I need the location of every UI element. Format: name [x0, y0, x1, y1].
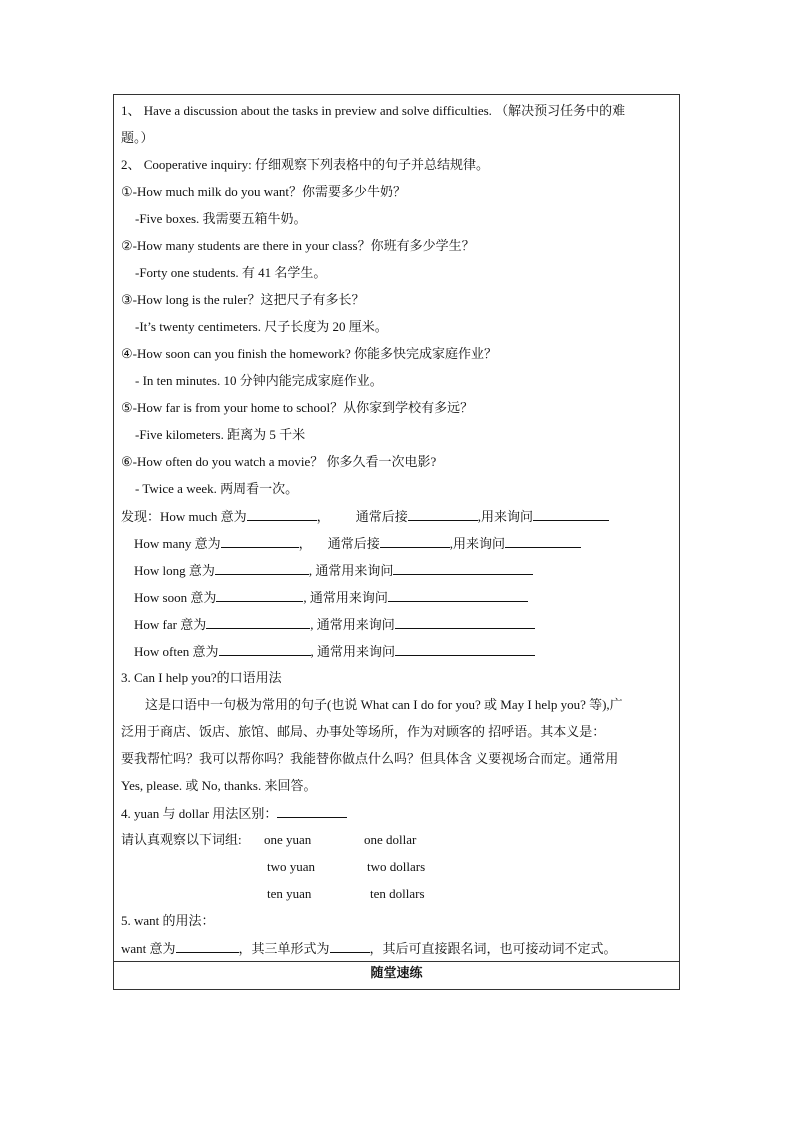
- blank-meaning[interactable]: [221, 535, 299, 548]
- section3-paragraph-line1: 这是口语中一句极为常用的句子(也说 What can I do for you? 或 May I help you? 等),广: [145, 697, 623, 712]
- blank-used-to-ask[interactable]: [388, 589, 528, 602]
- section1-line1: 1、 Have a discussion about the tasks in preview and solve difficulties. （解决预习任务中的难: [121, 103, 626, 118]
- blank-used-to-ask[interactable]: [395, 643, 535, 656]
- section3-title: 3. Can I help you?的口语用法: [121, 670, 282, 685]
- blank-meaning[interactable]: [219, 643, 311, 656]
- example-answer-5: -Five kilometers. 距离为 5 千米: [135, 427, 306, 442]
- phrase-right-1: one dollar: [364, 832, 417, 847]
- example-question-6: ⑥-How often do you watch a movie？ 你多久看一次电影?: [121, 454, 437, 469]
- phrase-left-2: two yuan: [267, 859, 316, 874]
- blank-meaning[interactable]: [215, 562, 309, 575]
- example-answer-2: -Forty one students. 有 41 名学生。: [135, 265, 327, 280]
- finding-label: How soon 意为: [134, 590, 217, 605]
- section4-title: 4. yuan 与 dollar 用法区别：: [121, 806, 278, 821]
- blank-difference[interactable]: [277, 805, 347, 818]
- example-answer-4: - In ten minutes. 10 分钟内能完成家庭作业。: [135, 373, 383, 388]
- finding-label: , 通常用来询问: [310, 644, 396, 659]
- blank-used-to-ask[interactable]: [505, 535, 581, 548]
- blank-meaning[interactable]: [247, 508, 317, 521]
- blank-used-to-ask[interactable]: [533, 508, 609, 521]
- finding-label: How long 意为: [134, 563, 215, 578]
- example-answer-1: -Five boxes. 我需要五箱牛奶。: [135, 211, 307, 226]
- section5-sentence: [121, 940, 617, 957]
- blank-followed-by[interactable]: [380, 535, 450, 548]
- finding-label: 发现：How much 意为: [121, 509, 247, 524]
- phrase-left-3: ten yuan: [267, 886, 312, 901]
- want-label: want 意为: [121, 941, 176, 956]
- blank-meaning[interactable]: [216, 589, 303, 602]
- finding-label: ,用来询问: [477, 509, 533, 524]
- finding-row-how-often: [134, 643, 535, 660]
- blank-meaning[interactable]: [206, 616, 310, 629]
- finding-label: How many 意为: [134, 536, 221, 551]
- finding-label: , 通常用来询问: [303, 590, 388, 605]
- example-question-2: ②-How many students are there in your class？你班有多少学生？: [121, 238, 475, 253]
- finding-label: How often 意为: [134, 644, 219, 659]
- example-question-5: ⑤-How far is from your home to school？从你家到学校有多远？: [121, 400, 474, 415]
- finding-row-how-many: [134, 535, 581, 552]
- blank-used-to-ask[interactable]: [393, 562, 533, 575]
- example-question-1: ①-How much milk do you want？你需要多少牛奶？: [121, 184, 406, 199]
- comma: ，: [298, 536, 312, 551]
- finding-label: , 通常用来询问: [308, 563, 394, 578]
- example-question-3: ③-How long is the ruler？这把尺子有多长？: [121, 292, 365, 307]
- finding-label: ,用来询问: [449, 536, 505, 551]
- blank-want-meaning[interactable]: [176, 940, 239, 953]
- blank-third-person-form[interactable]: [330, 940, 370, 953]
- phrase-right-3: ten dollars: [370, 886, 425, 901]
- practice-section-title: 随堂速练: [370, 965, 423, 980]
- finding-label: How far 意为: [134, 617, 207, 632]
- phrase-left-1: one yuan: [264, 832, 312, 847]
- finding-label: , 通常用来询问: [310, 617, 395, 632]
- section4-title-row: [121, 805, 347, 822]
- blank-used-to-ask[interactable]: [395, 616, 535, 629]
- section3-paragraph-line4: Yes, please. 或 No, thanks. 来回答。: [121, 778, 317, 793]
- blank-followed-by[interactable]: [408, 508, 478, 521]
- example-question-4: ④-How soon can you finish the homework? 你能多快完成家庭作业？: [121, 346, 497, 361]
- finding-label: 通常后接: [327, 536, 380, 551]
- finding-row-how-soon: [134, 589, 528, 606]
- usage-note: ，其后可直接跟名词，也可接动词不定式。: [369, 941, 617, 956]
- section5-title: 5. want 的用法：: [121, 913, 215, 928]
- section3-paragraph-line3: 要我帮忙吗？我可以帮你吗？我能替你做点什么吗？但具体含 义要视场合而定。通常用: [121, 751, 619, 766]
- finding-label: 通常后接: [355, 509, 408, 524]
- table-divider: [114, 961, 679, 962]
- section4-prompt: 请认真观察以下词组:: [121, 832, 242, 847]
- worksheet-table: [113, 94, 680, 990]
- section1-line2: 题。）: [121, 130, 154, 145]
- comma: ，: [316, 509, 330, 524]
- finding-row-how-much: [121, 508, 609, 525]
- third-person-label: ，其三单形式为: [238, 941, 330, 956]
- section3-paragraph-line2: 泛用于商店、饭店、旅馆、邮局、办事处等场所，作为对顾客的 招呼语。其本义是：: [121, 724, 606, 739]
- finding-row-how-far: [134, 616, 535, 633]
- finding-row-how-long: [134, 562, 533, 579]
- phrase-right-2: two dollars: [367, 859, 426, 874]
- example-answer-3: -It’s twenty centimeters. 尺子长度为 20 厘米。: [135, 319, 388, 334]
- example-answer-6: - Twice a week. 两周看一次。: [135, 481, 299, 496]
- section2-header: 2、 Cooperative inquiry: 仔细观察下列表格中的句子并总结规律。: [121, 157, 489, 172]
